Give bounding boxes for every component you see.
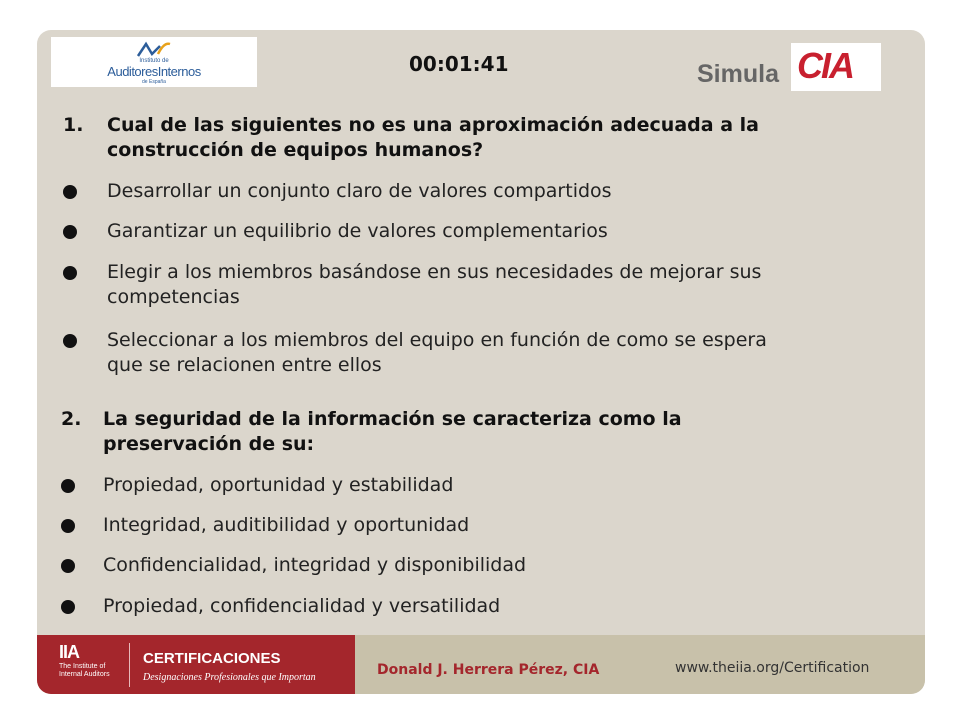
iia-line-2: Internal Auditors <box>59 671 110 678</box>
option-text: que se relacionen entre ellos <box>107 354 382 376</box>
option-text: Propiedad, confidencialidad y versatilidad <box>103 595 501 617</box>
option-text: competencias <box>107 286 240 308</box>
option-text: Garantizar un equilibrio de valores complementarios <box>107 220 608 242</box>
radio-bullet-icon[interactable] <box>63 179 107 204</box>
logo-small-text: Instituto de <box>139 57 169 64</box>
answer-option[interactable] <box>63 219 608 244</box>
cia-badge <box>791 43 881 91</box>
question-line: construcción de equipos humanos? <box>107 139 484 161</box>
radio-bullet-icon[interactable] <box>61 553 103 578</box>
answer-option[interactable] <box>63 179 612 204</box>
author-name: Donald J. Herrera Pérez, CIA <box>377 662 600 678</box>
radio-bullet-icon[interactable] <box>61 594 103 619</box>
question-1 <box>63 113 903 165</box>
question-line: Cual de las siguientes no es una aproximación adecuada a la <box>107 114 759 136</box>
iia-line-1: The Institute of <box>59 663 106 670</box>
radio-bullet-icon[interactable] <box>63 328 107 353</box>
question-text <box>107 113 759 163</box>
simulacia-logo <box>697 40 887 92</box>
cia-badge-text: CIA <box>797 45 853 86</box>
logo-swoosh-icon <box>134 40 174 60</box>
answer-option[interactable] <box>61 513 469 538</box>
question-line: preservación de su: <box>103 433 315 455</box>
logo-sub-text: de España <box>142 78 166 85</box>
logo-main-text: AuditoresInternos <box>107 63 201 79</box>
website-link[interactable]: www.theiia.org/Certification <box>675 660 870 676</box>
question-line: La seguridad de la información se caracteriza como la <box>103 408 682 430</box>
question-number: 1. <box>63 114 84 136</box>
answer-option[interactable] <box>63 328 767 378</box>
option-text: Seleccionar a los miembros del equipo en función de como se espera <box>107 329 767 351</box>
answer-option[interactable] <box>63 260 761 310</box>
question-text <box>103 407 682 457</box>
option-text: Propiedad, oportunidad y estabilidad <box>103 474 454 496</box>
iia-logo <box>59 642 129 688</box>
answer-option[interactable] <box>61 553 526 578</box>
certificaciones-title: CERTIFICACIONES <box>143 650 281 667</box>
question-number: 2. <box>61 408 82 430</box>
question-2 <box>61 407 901 459</box>
countdown-timer: 00:01:41 <box>409 52 509 76</box>
iia-logo-text: IIA <box>59 642 80 662</box>
answer-option[interactable] <box>61 594 500 619</box>
radio-bullet-icon[interactable] <box>61 473 103 498</box>
answer-option[interactable] <box>61 473 453 498</box>
option-text: Integridad, auditibilidad y oportunidad <box>103 514 470 536</box>
certificaciones-subtitle: Designaciones Profesionales que Importan <box>143 672 316 683</box>
radio-bullet-icon[interactable] <box>63 260 107 285</box>
radio-bullet-icon[interactable] <box>61 513 103 538</box>
footer-divider <box>129 643 130 687</box>
radio-bullet-icon[interactable] <box>63 219 107 244</box>
footer-bar <box>37 635 925 694</box>
option-text: Confidencialidad, integridad y disponibilidad <box>103 554 527 576</box>
option-text: Elegir a los miembros basándose en sus necesidades de mejorar sus <box>107 261 762 283</box>
slide-panel <box>37 30 925 694</box>
certificaciones-banner <box>37 635 355 694</box>
option-text: Desarrollar un conjunto claro de valores compartidos <box>107 180 612 202</box>
auditores-internos-logo <box>51 37 257 87</box>
simula-word: Simula <box>697 60 779 88</box>
